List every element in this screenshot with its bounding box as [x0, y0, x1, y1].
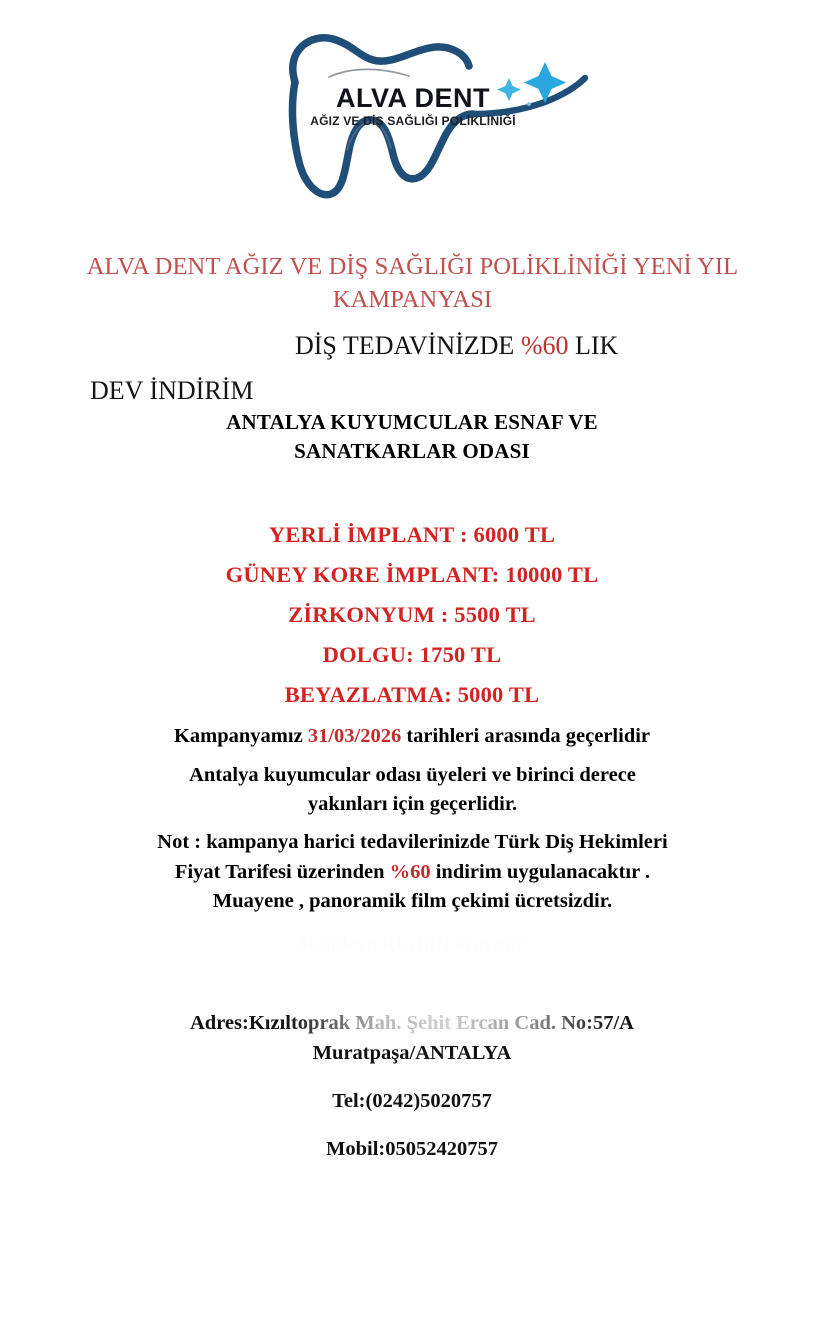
discount-text-part2: LIK	[568, 331, 619, 360]
discount-percent: %60	[520, 331, 569, 360]
address-line-1: Adres:Kızıltoprak Mah. Şehit Ercan Cad. No:57/A	[62, 1008, 762, 1038]
faded-ghost-text: Randevu için bizi arayınız	[300, 933, 525, 955]
note-percent: %60	[389, 860, 431, 883]
note-line-2	[80, 858, 745, 888]
eligibility-line-1: Antalya kuyumcular odası üyeleri ve birinci derece	[189, 764, 636, 786]
eligibility-block	[100, 761, 725, 819]
note-block	[80, 828, 745, 917]
price-row: ZİRKONYUM : 5500 TL	[288, 602, 536, 627]
organization-line-2: SANATKARLAR ODASI	[294, 439, 530, 463]
price-row: DOLGU: 1750 TL	[322, 642, 502, 667]
validity-prefix: Kampanyamız	[173, 725, 308, 747]
logo-name: ALVA DENT	[336, 83, 490, 113]
campaign-validity	[62, 722, 762, 751]
price-row: GÜNEY KORE İMPLANT: 10000 TL	[225, 562, 599, 587]
organization-block	[112, 408, 712, 466]
campaign-headline: ALVA DENT AĞIZ VE DİŞ SAĞLIĞI POLİKLİNİĞİ YENİ YIL KAMPANYASI	[86, 253, 739, 313]
note-line-3: Muayene , panoramik film çekimi ücretsizdir.	[212, 890, 613, 912]
address-line-2: Muratpaşa/ANTALYA	[312, 1042, 512, 1064]
phone-mobile[interactable]: Mobil:05052420757	[326, 1138, 498, 1160]
price-list	[62, 515, 762, 715]
discount-subline	[90, 323, 735, 413]
contact-block	[62, 1008, 762, 1164]
note-line2-suffix: indirim uygulanacaktır .	[430, 860, 651, 883]
eligibility-line-2: yakınları için geçerlidir.	[307, 793, 518, 815]
validity-date: 31/03/2026	[307, 725, 402, 747]
discount-text-part3: DEV İNDİRİM	[90, 376, 254, 405]
price-row: BEYAZLATMA: 5000 TL	[284, 682, 540, 707]
logo-subtitle: AĞIZ VE DİŞ SAĞLIĞI POLİKLİNİĞİ	[310, 114, 516, 128]
phone-landline[interactable]: Tel:(0242)5020757	[332, 1090, 492, 1112]
clinic-logo	[0, 22, 825, 212]
price-row: YERLİ İMPLANT : 6000 TL	[268, 522, 556, 547]
organization-line-1: ANTALYA KUYUMCULAR ESNAF VE	[226, 410, 598, 434]
validity-suffix: tarihleri arasında geçerlidir	[401, 725, 651, 747]
discount-text-part1: DİŞ TEDAVİNİZDE	[295, 331, 521, 360]
logo-wordmark	[288, 85, 538, 127]
note-line2-prefix: Fiyat Tarifesi üzerinden	[174, 860, 390, 883]
note-line-1: Not : kampanya harici tedavilerinizde Türk Diş Hekimleri	[157, 831, 668, 853]
logo-inner	[233, 22, 593, 207]
